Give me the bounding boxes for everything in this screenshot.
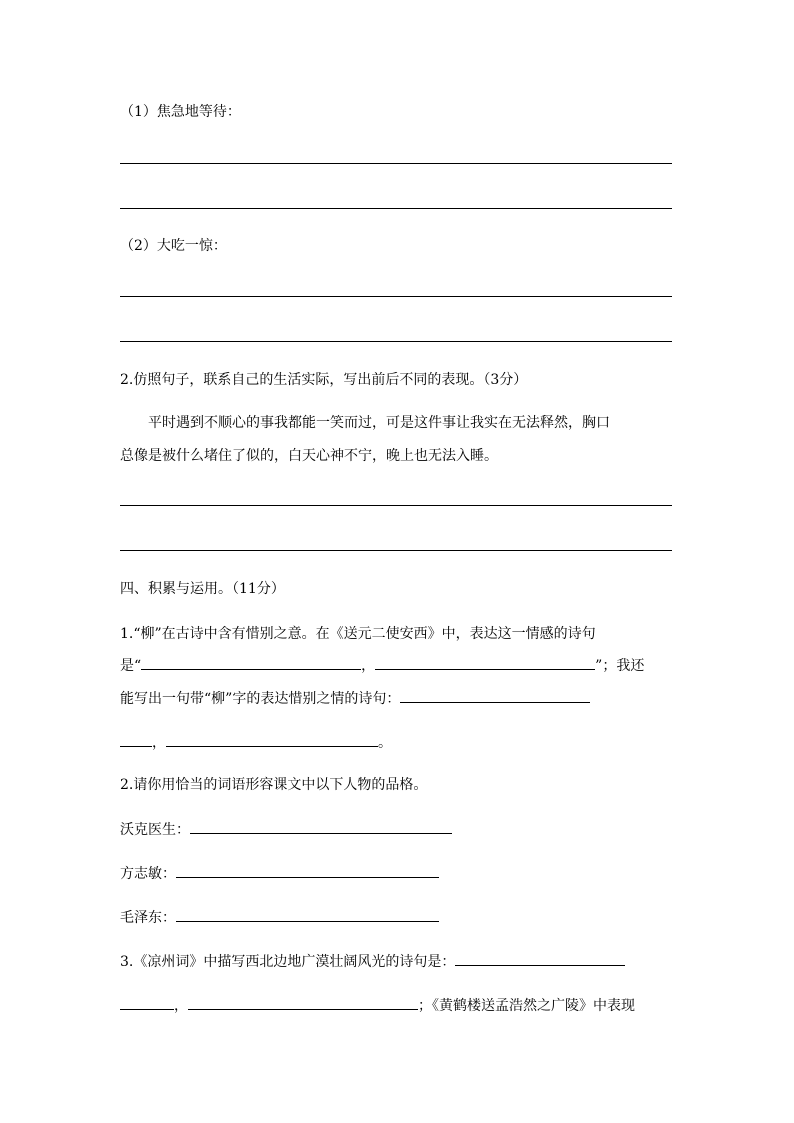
comma: ， (152, 735, 166, 751)
person-label: 方志敏： (120, 866, 176, 882)
s4-q1-line-3-text: 能写出一句带“柳”字的表达惜别之情的诗句： (120, 691, 401, 707)
fill-blank[interactable] (455, 951, 625, 966)
answer-line[interactable] (120, 341, 672, 342)
s4-q1-line-4 (120, 732, 392, 753)
comma: ， (361, 658, 376, 674)
fill-blank[interactable] (176, 863, 439, 878)
answer-line[interactable] (120, 550, 672, 551)
answer-line[interactable] (120, 505, 672, 506)
s4-q3-line-1 (120, 951, 625, 972)
s4-q1-line-3 (120, 688, 590, 709)
person-row-3 (120, 907, 439, 928)
section-4-heading: 四、积累与运用。（11分） (120, 581, 285, 597)
period: 。 (378, 735, 392, 751)
fill-blank[interactable] (141, 655, 361, 670)
answer-line[interactable] (120, 296, 672, 297)
s4-q1-line-2 (120, 655, 644, 676)
fill-blank[interactable] (188, 995, 418, 1010)
example-sentence-line-2: 总像是被什么堵住了似的，白天心神不宁，晚上也无法入睡。 (120, 448, 498, 464)
s4-q2-prompt: 2.请你用恰当的词语形容课文中以下人物的品格。 (120, 777, 428, 793)
fill-blank[interactable] (190, 819, 452, 834)
question-2-prompt: 2.仿照句子，联系自己的生活实际，写出前后不同的表现。（3分） (120, 372, 528, 388)
part-2-label: （2）大吃一惊： (120, 238, 227, 254)
fill-blank[interactable] (120, 995, 174, 1010)
quote-close: ”；我还 (595, 658, 645, 674)
s4-q3-line-1-text: 3.《凉州词》中描写西北边地广漠壮阔风光的诗句是： (120, 954, 456, 970)
quote-open: 是“ (120, 658, 142, 674)
semicolon: ； (418, 998, 432, 1014)
answer-line[interactable] (120, 208, 672, 209)
comma: ， (174, 998, 188, 1014)
example-sentence-line-1: 平时遇到不顺心的事我都能一笑而过，可是这件事让我实在无法释然，胸口 (148, 415, 610, 431)
person-label: 沃克医生： (120, 822, 190, 838)
s4-q3-line-2-text: 《黄鹤楼送孟浩然之广陵》中表现 (432, 998, 635, 1014)
fill-blank[interactable] (176, 907, 439, 922)
fill-blank[interactable] (375, 655, 595, 670)
fill-blank[interactable] (400, 688, 590, 703)
s4-q1-line-1: 1.“柳”在古诗中含有惜别之意。在《送元二使安西》中，表达这一情感的诗句 (120, 626, 596, 642)
person-label: 毛泽东： (120, 910, 176, 926)
fill-blank[interactable] (120, 732, 152, 747)
answer-line[interactable] (120, 163, 672, 164)
person-row-2 (120, 863, 439, 884)
s4-q3-line-2 (120, 995, 635, 1016)
person-row-1 (120, 819, 452, 840)
part-1-label: （1）焦急地等待： (120, 104, 241, 120)
fill-blank[interactable] (166, 732, 378, 747)
